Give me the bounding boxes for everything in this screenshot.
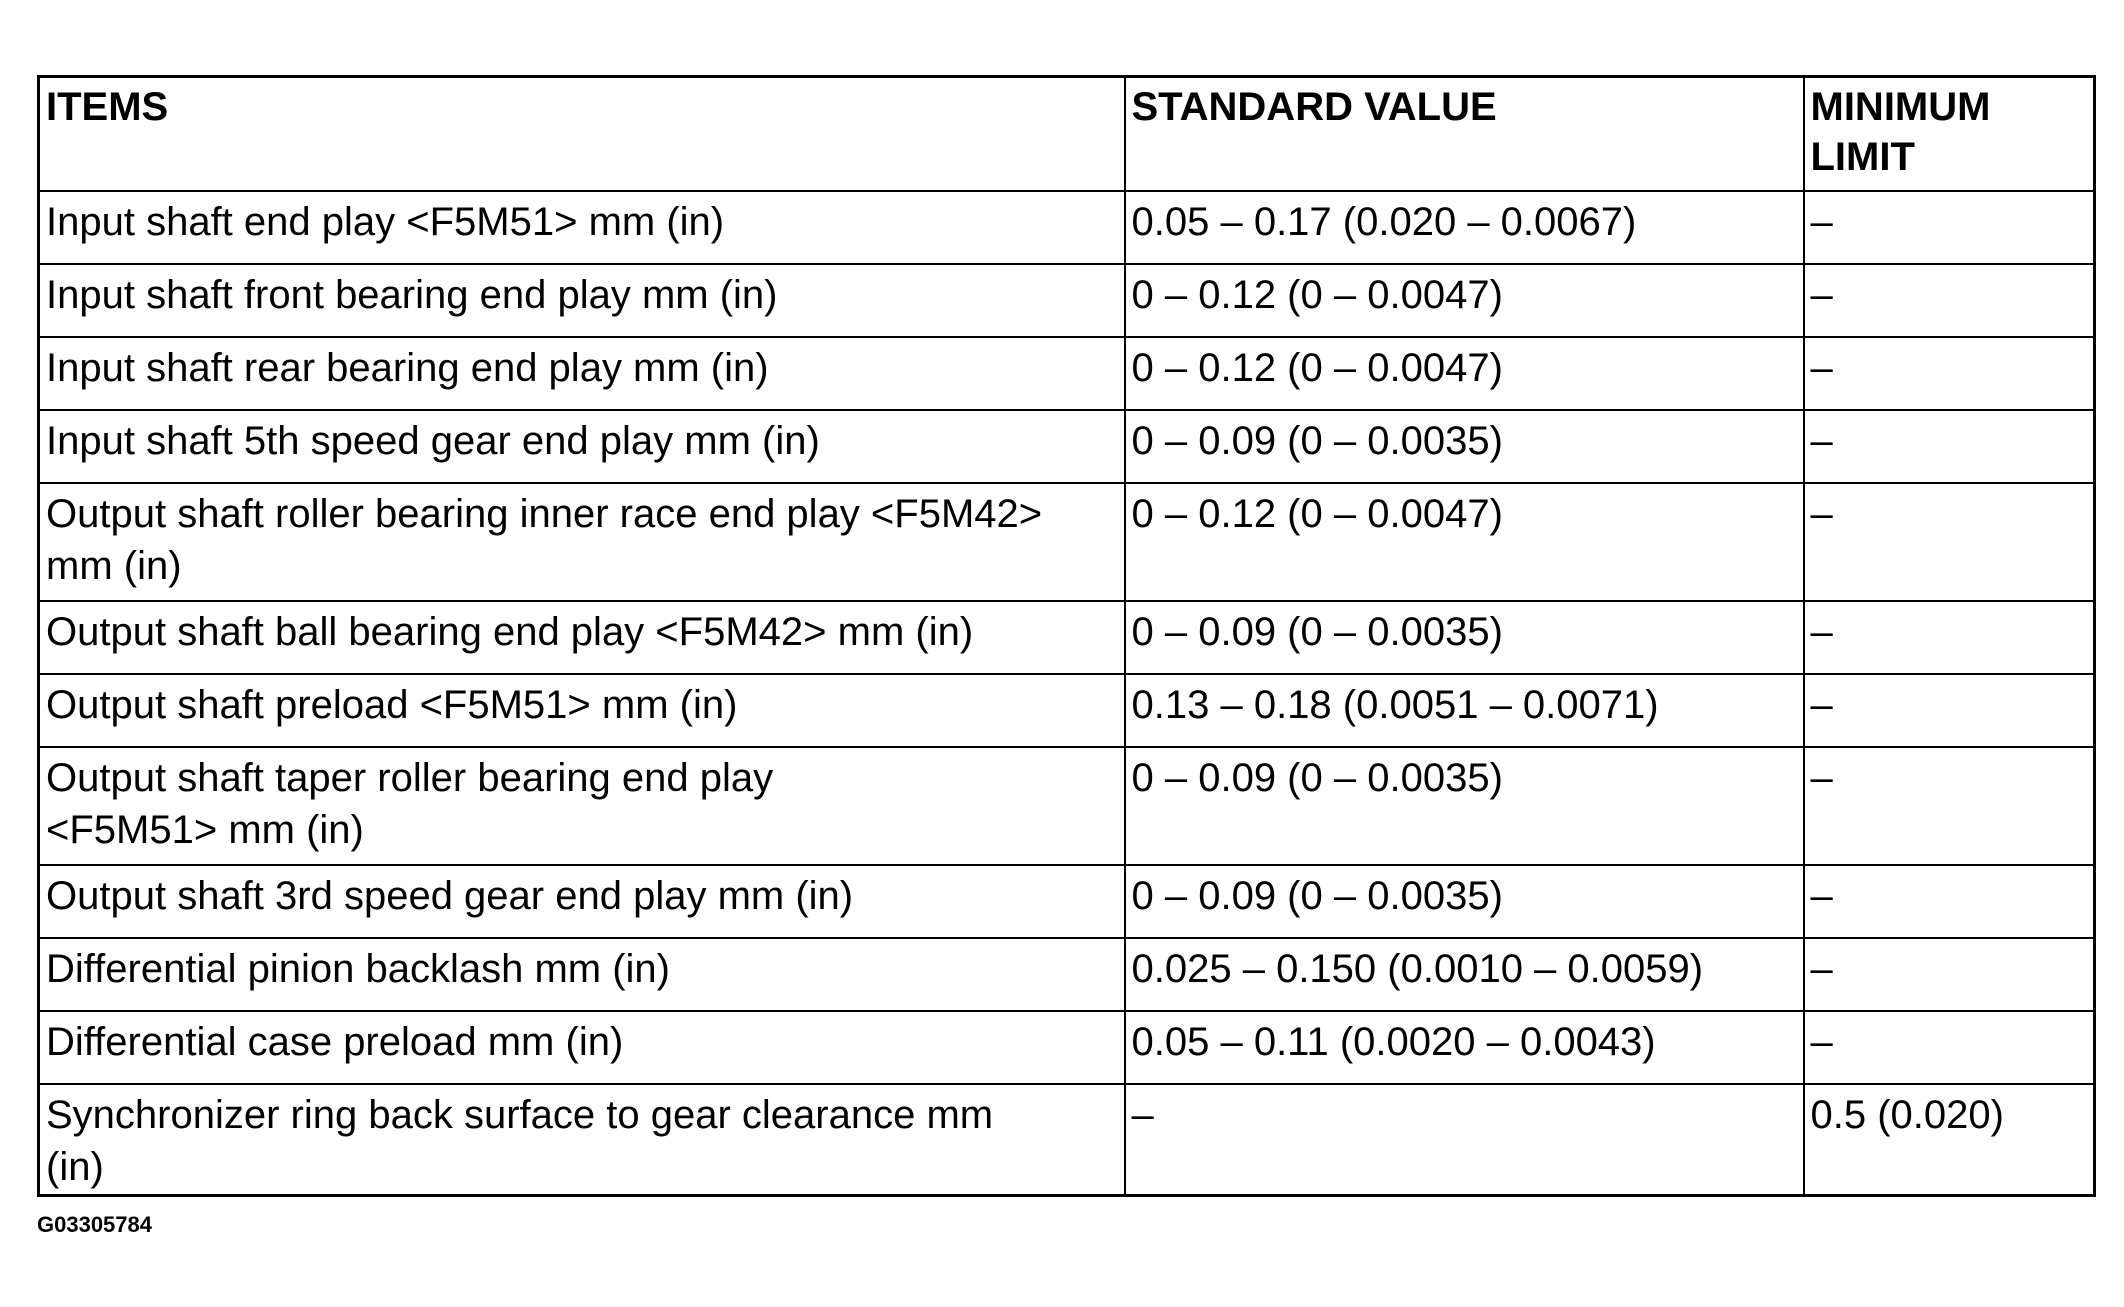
- item-cell: Synchronizer ring back surface to gear clearance mm (in): [39, 1084, 1125, 1196]
- item-cell: Output shaft roller bearing inner race end play <F5M42> mm (in): [39, 483, 1125, 601]
- table-row: [39, 264, 2095, 337]
- minimum-limit-cell: –: [1804, 601, 2095, 674]
- minimum-limit-cell: –: [1804, 191, 2095, 264]
- item-cell: Input shaft rear bearing end play mm (in): [39, 337, 1125, 410]
- minimum-limit-cell: –: [1804, 410, 2095, 483]
- standard-value-cell: 0 – 0.09 (0 – 0.0035): [1125, 601, 1804, 674]
- standard-value-cell: 0 – 0.12 (0 – 0.0047): [1125, 483, 1804, 601]
- specifications-table: [37, 75, 2096, 1197]
- standard-value-cell: 0.05 – 0.11 (0.0020 – 0.0043): [1125, 1011, 1804, 1084]
- item-cell: Input shaft front bearing end play mm (in): [39, 264, 1125, 337]
- item-cell: Differential pinion backlash mm (in): [39, 938, 1125, 1011]
- minimum-limit-cell: –: [1804, 747, 2095, 865]
- table-row: [39, 337, 2095, 410]
- table-row: [39, 674, 2095, 747]
- standard-value-cell: 0.025 – 0.150 (0.0010 – 0.0059): [1125, 938, 1804, 1011]
- table-row: [39, 483, 2095, 601]
- standard-value-cell: 0 – 0.09 (0 – 0.0035): [1125, 410, 1804, 483]
- header-minimum-limit: MINIMUM LIMIT: [1804, 77, 2095, 191]
- standard-value-cell: –: [1125, 1084, 1804, 1196]
- table-header-row: [39, 77, 2095, 191]
- minimum-limit-cell: 0.5 (0.020): [1804, 1084, 2095, 1196]
- table-row: [39, 410, 2095, 483]
- table-row: [39, 747, 2095, 865]
- item-cell: Input shaft 5th speed gear end play mm (in): [39, 410, 1125, 483]
- item-cell: Differential case preload mm (in): [39, 1011, 1125, 1084]
- item-cell: Output shaft taper roller bearing end play <F5M51> mm (in): [39, 747, 1125, 865]
- minimum-limit-cell: –: [1804, 483, 2095, 601]
- standard-value-cell: 0 – 0.09 (0 – 0.0035): [1125, 747, 1804, 865]
- table-row: [39, 938, 2095, 1011]
- table-row: [39, 1011, 2095, 1084]
- table-row: [39, 601, 2095, 674]
- standard-value-cell: 0.13 – 0.18 (0.0051 – 0.0071): [1125, 674, 1804, 747]
- minimum-limit-cell: –: [1804, 1011, 2095, 1084]
- table-row: [39, 865, 2095, 938]
- minimum-limit-cell: –: [1804, 337, 2095, 410]
- minimum-limit-cell: –: [1804, 938, 2095, 1011]
- figure-id: G03305784: [37, 1212, 152, 1237]
- item-cell: Output shaft preload <F5M51> mm (in): [39, 674, 1125, 747]
- item-cell: Input shaft end play <F5M51> mm (in): [39, 191, 1125, 264]
- standard-value-cell: 0.05 – 0.17 (0.020 – 0.0067): [1125, 191, 1804, 264]
- header-items: ITEMS: [39, 77, 1125, 191]
- item-cell: Output shaft 3rd speed gear end play mm (in): [39, 865, 1125, 938]
- minimum-limit-cell: –: [1804, 264, 2095, 337]
- minimum-limit-cell: –: [1804, 674, 2095, 747]
- table-row: [39, 191, 2095, 264]
- table-row: [39, 1084, 2095, 1196]
- standard-value-cell: 0 – 0.12 (0 – 0.0047): [1125, 264, 1804, 337]
- standard-value-cell: 0 – 0.09 (0 – 0.0035): [1125, 865, 1804, 938]
- item-cell: Output shaft ball bearing end play <F5M42> mm (in): [39, 601, 1125, 674]
- minimum-limit-cell: –: [1804, 865, 2095, 938]
- standard-value-cell: 0 – 0.12 (0 – 0.0047): [1125, 337, 1804, 410]
- header-standard-value: STANDARD VALUE: [1125, 77, 1804, 191]
